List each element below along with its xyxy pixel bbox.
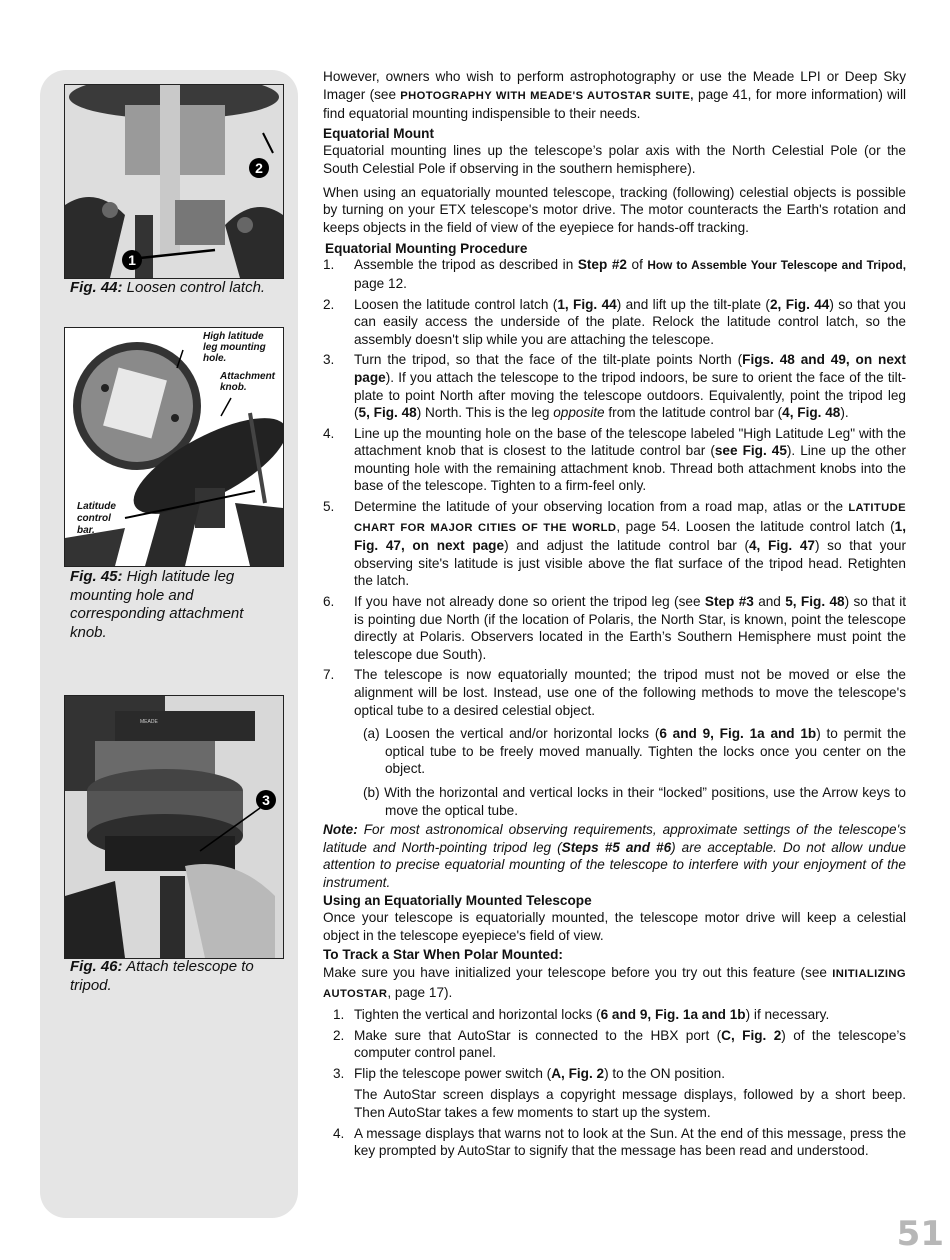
fig45-text: High latitude leg mounting hole and corresponding attachment knob. <box>70 568 244 641</box>
step-3: 3. Turn the tripod, so that the face of the tilt-plate points North (Figs. 48 and 49, on next page). If you attach the telescope to the tripod indoors, be sure to orient the face of the tilt-plate to point North after moving the telescope outdoors. Equivalently, point the tripod leg (5, Fig. 48) North. This is the leg opposite from the latitude control bar (4, Fig. 48). <box>323 352 906 421</box>
step-6: 6. If you have not already done so orient the tripod leg (see Step #3 and 5, Fig. 48) so that it is pointing due North (if the location of Polaris, the North Star, is known, point the telescope directly at Polaris. Observers located in the Earth’s Southern Hemisphere must point the telescope due South). <box>323 594 907 662</box>
fig46-photo <box>64 695 284 959</box>
equatorial-mount-p1: Equatorial mounting lines up the telescope’s polar axis with the North Celestial Pole (or the South Celestial Pole if observing in the southern hemisphere). <box>323 143 906 176</box>
fig45-label-bar-1: Latitude <box>77 501 116 512</box>
step-1: 1. Assemble the tripod as described in Step #2 of How to Assemble Your Telescope and Tripod, page 12. <box>323 257 906 291</box>
fig45-label-bar-3: bar. <box>77 525 95 536</box>
fig44-number: Fig. 44: <box>70 279 123 296</box>
note-paragraph: Note: For most astronomical observing requirements, approximate settings of the telescope's latitude and North-pointing tripod leg (Steps #5 and #6) are acceptable. Do not allow undue attention to precise equatorial mounting of the telescope to interfere with your enjoyment of the instrument. <box>323 822 906 890</box>
fig46-brand: MEADE <box>140 719 158 725</box>
step-7: 7. The telescope is now equatorially mounted; the tripod must not be moved or else the alignment will be lost. Instead, use one of the following methods to move the telescope's optical tube to a desired celestial object. <box>323 667 906 718</box>
track-heading: To Track a Star When Polar Mounted: <box>323 947 563 963</box>
step-5: 5. Determine the latitude of your observing location from a road map, atlas or the LATITUDE CHART FOR MAJOR CITIES OF THE WORLD, page 54. Loosen the latitude control latch (1, Fig. 47, on next page) and adjust the latitude control bar (4, Fig. 47) so that your observing site's latitude is just visible above the flat surface of the tripod head. Retighten the latch. <box>323 499 907 589</box>
fig45-label-hole-1: High latitude <box>203 331 264 342</box>
fig45-number: Fig. 45: <box>70 568 123 585</box>
equatorial-mount-heading: Equatorial Mount <box>323 125 435 141</box>
page-number: 51 <box>896 1214 944 1254</box>
fig45-caption <box>70 568 270 642</box>
fig44-caption <box>70 279 285 298</box>
fig44-photo <box>64 84 284 279</box>
intro-paragraph: However, owners who wish to perform astrophotography or use the Meade LPI or Deep Sky Imager (see PHOTOGRAPHY WITH MEADE'S AUTOSTAR SUITE, page 41, for more information) will find equatorial mounting indispensible to their needs. <box>323 69 906 122</box>
fig45-label-bar-2: control <box>77 513 111 524</box>
fig46-caption <box>70 958 270 995</box>
step-2: 2. Loosen the latitude control latch (1, Fig. 44) and lift up the tilt-plate (2, Fig. 44) so that you can easily access the underside of the plate. Relock the latitude control latch, so the assembly doesn't slip while you are attaching the telescope. <box>323 296 906 347</box>
track-step-1: 1. Tighten the vertical and horizontal locks (6 and 9, Fig. 1a and 1b) if necessary. <box>333 1007 830 1023</box>
procedure-list <box>323 256 906 719</box>
callout-2-icon <box>248 157 270 179</box>
procedure-heading: Equatorial Mounting Procedure <box>325 241 528 257</box>
fig45-label-hole-2: leg mounting <box>203 342 266 353</box>
step-7a: (a) Loosen the vertical and/or horizontal locks (6 and 9, Fig. 1a and 1b) to permit the optical tube to be freely moved manually. Tighten the locks once you center on the object. <box>363 726 906 777</box>
fig45-label-hole-3: hole. <box>203 353 227 364</box>
track-step-4: 4. A message displays that warns not to look at the Sun. At the end of this message, press the key prompted by AutoStar to signify that the message has been read and understood. <box>333 1125 906 1159</box>
callout-2-text: 2 <box>255 160 263 176</box>
track-list <box>323 1006 906 1160</box>
callout-3-icon <box>255 789 277 811</box>
step-4: 4. Line up the mounting hole on the base of the telescope labeled "High Latitude Leg" with the attachment knob that is closest to the latitude control bar (see Fig. 45). Line up the other mounting hole with the remaining attachment knob. Thread both attachment knobs into the base of the telescope. Tighten to a firm-feel only. <box>323 425 907 494</box>
track-intro: Make sure you have initialized your telescope before you try out this feature (see INITIALIZING AUTOSTAR, page 17). <box>323 964 906 1000</box>
main-text <box>323 68 906 1163</box>
fig46-text: Attach telescope to tripod. <box>70 958 254 994</box>
track-step-2: 2. Make sure that AutoStar is connected to the HBX port (C, Fig. 2) of the telescope’s computer control panel. <box>333 1027 906 1061</box>
equatorial-mount-p2: When using an equatorially mounted telescope, tracking (following) celestial objects is possible by turning on your ETX telescope's motor drive. The motor counteracts the Earth's rotation and keeps objects in the field of view of the eyepiece for hands-off tracking. <box>323 184 906 235</box>
fig46-number: Fig. 46: <box>70 958 123 975</box>
step-7b: (b) With the horizontal and vertical locks in their “locked” positions, use the Arrow keys to move the optical tube. <box>363 784 906 818</box>
fig45-label-knob-1: Attachment <box>220 371 276 382</box>
fig44-text: Loosen control latch. <box>122 279 266 296</box>
callout-1-text: 1 <box>128 252 136 268</box>
callout-3-text: 3 <box>262 792 270 808</box>
fig45-photo <box>64 327 284 567</box>
using-paragraph: Once your telescope is equatorially mounted, the telescope motor drive will keep a celestial object in the telescope eyepiece's field of view. <box>323 910 906 943</box>
using-heading: Using an Equatorially Mounted Telescope <box>323 892 592 908</box>
fig45-label-knob-2: knob. <box>220 382 247 393</box>
callout-1-icon <box>121 249 143 271</box>
track-step-3: 3. Flip the telescope power switch (A, Fig. 2) to the ON position. The AutoStar screen displays a copyright message displays, followed by a short beep. Then AutoStar takes a few moments to start up the system. <box>333 1065 906 1121</box>
